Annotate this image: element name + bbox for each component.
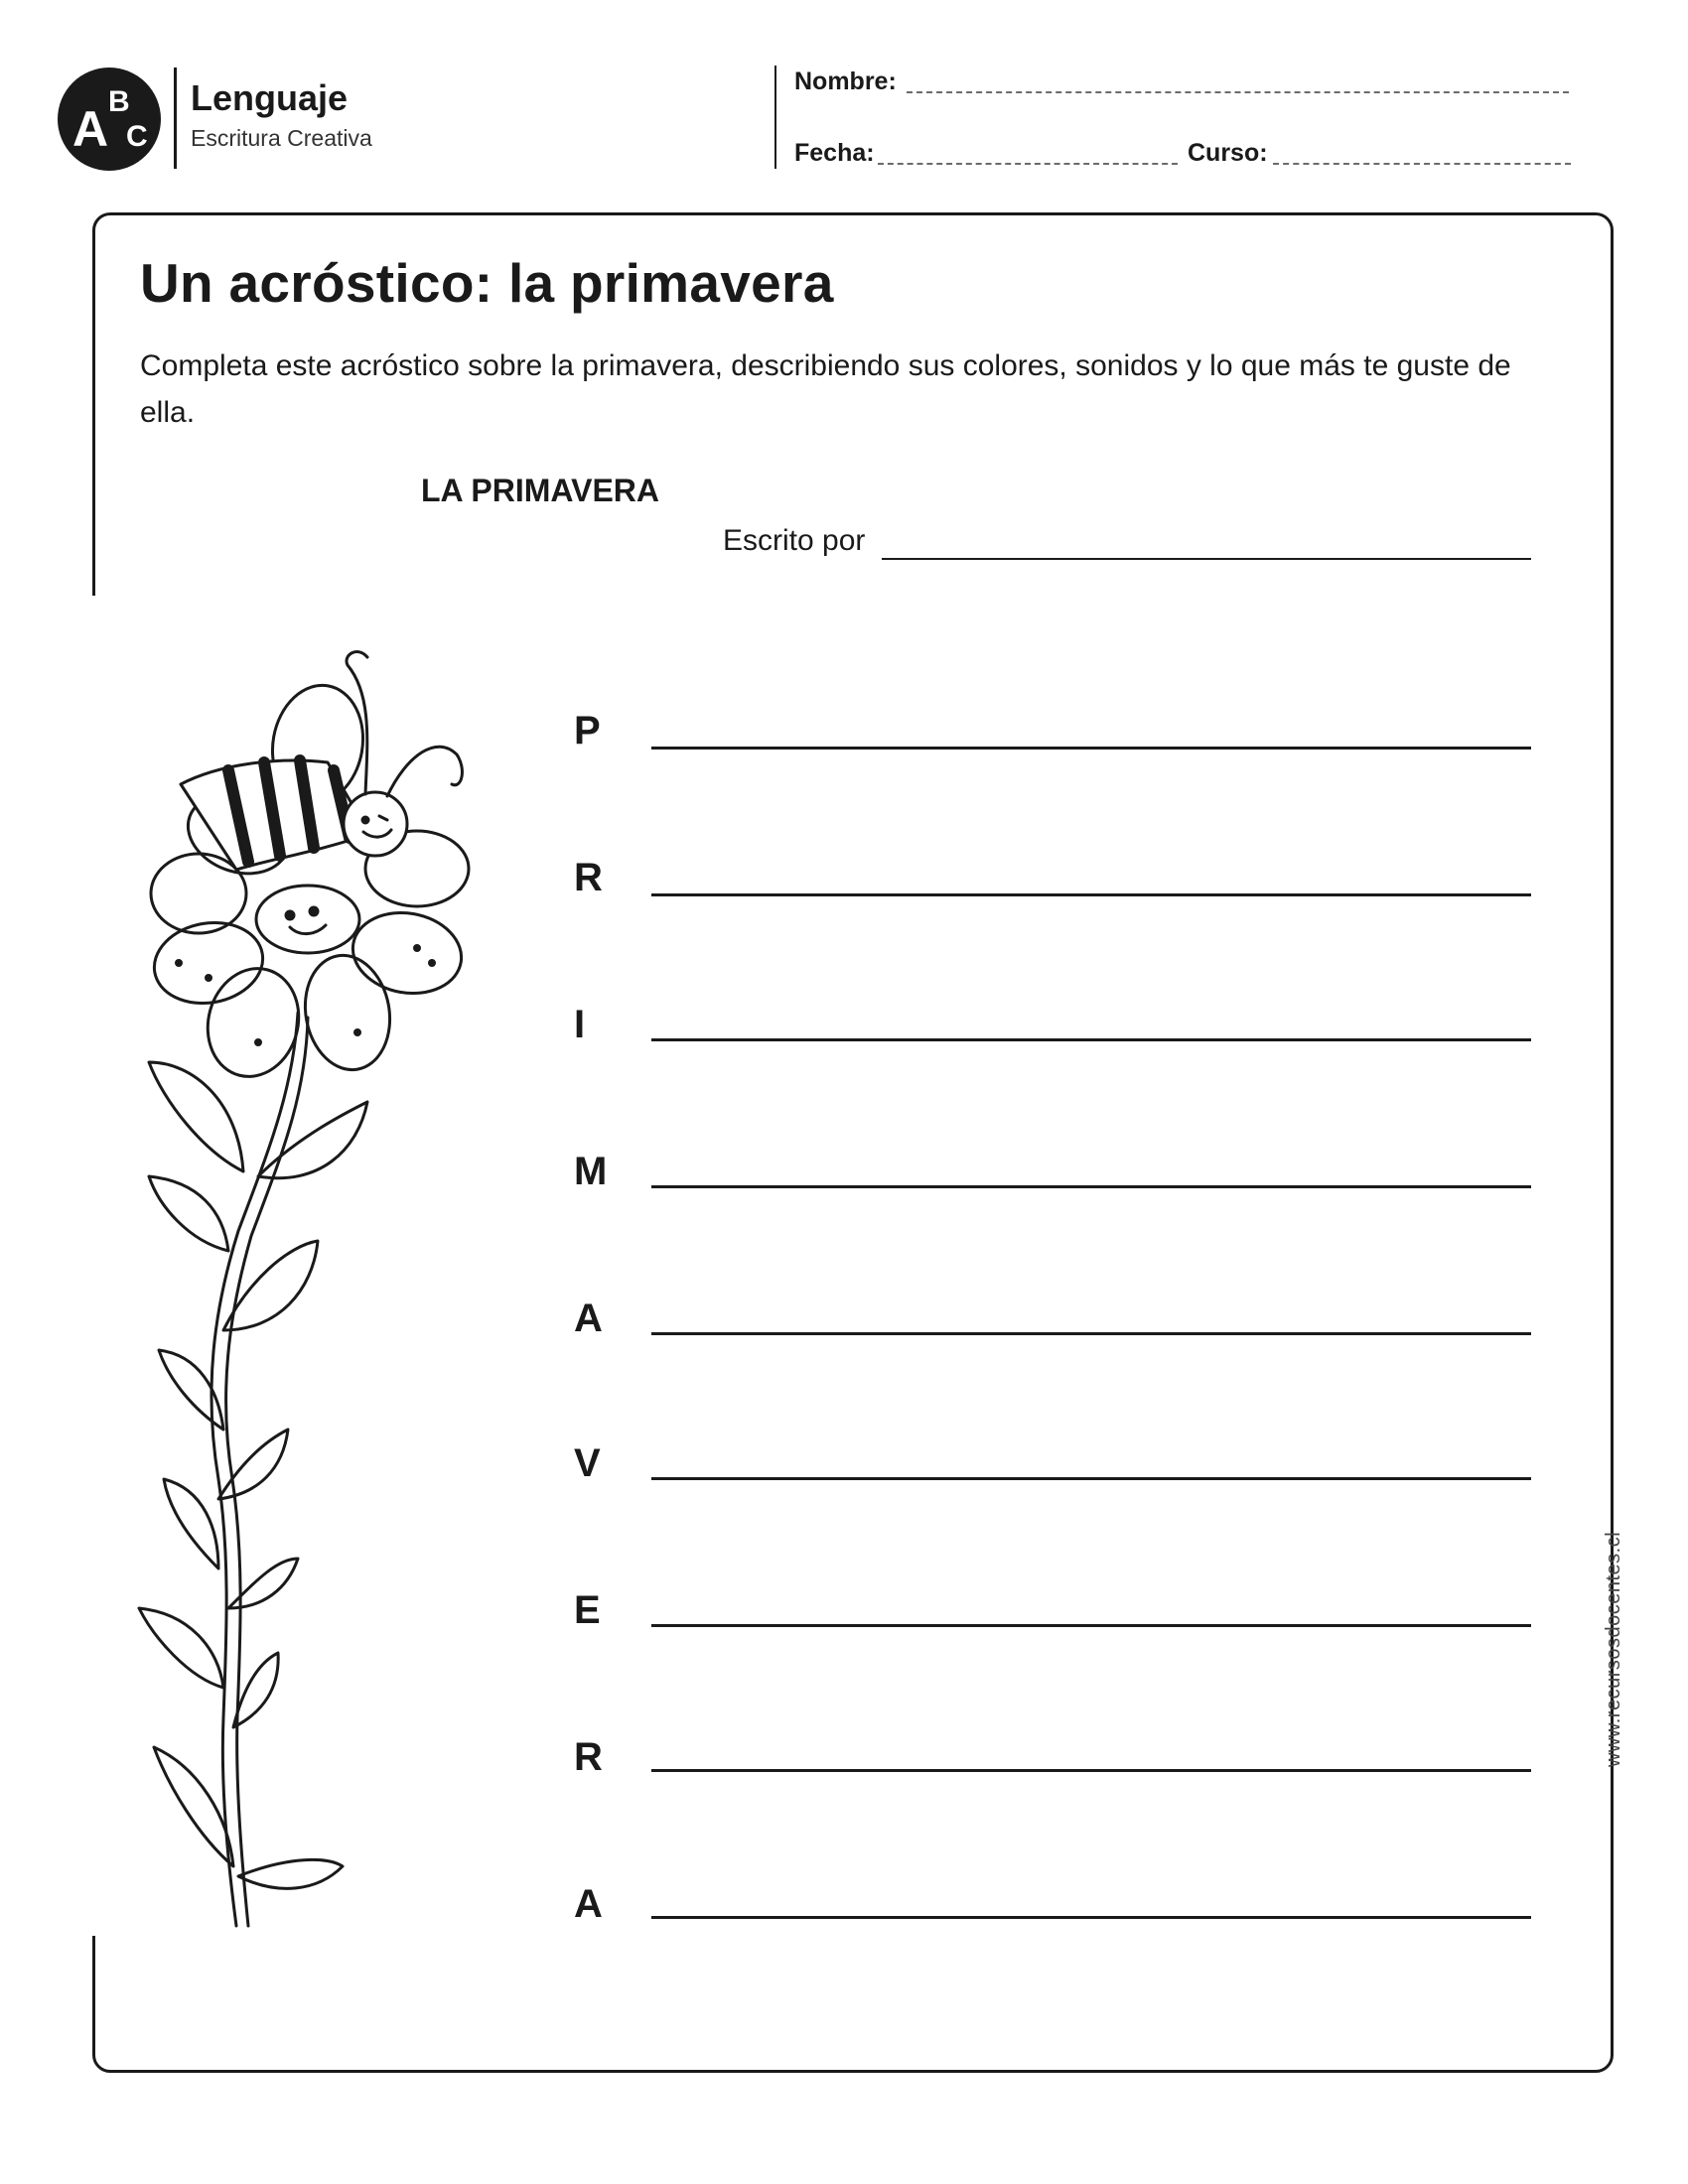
- course-label: Curso:: [1188, 139, 1268, 167]
- acrostic-letter: R: [574, 1735, 603, 1779]
- acrostic-letter: E: [574, 1588, 601, 1632]
- svg-text:A: A: [72, 101, 109, 157]
- acrostic-line[interactable]: [651, 893, 1531, 896]
- date-label: Fecha:: [794, 139, 875, 167]
- acrostic-line[interactable]: [651, 1038, 1531, 1041]
- acrostic-line[interactable]: [651, 1477, 1531, 1480]
- name-label: Nombre:: [794, 68, 897, 95]
- acrostic-letter: M: [574, 1150, 608, 1193]
- instructions-text: Completa este acróstico sobre la primavera, describiendo sus colores, sonidos y lo que más te guste de ella.: [140, 349, 1511, 429]
- acrostic-line[interactable]: [651, 1185, 1531, 1188]
- website-footer: www.recursosdocentes.cl: [1603, 1531, 1624, 1767]
- acrostic-line[interactable]: [651, 747, 1531, 750]
- acrostic-letter: R: [574, 856, 603, 899]
- poem-title: LA PRIMAVERA: [421, 473, 659, 508]
- course-field[interactable]: [1273, 163, 1571, 165]
- acrostic-line[interactable]: [651, 1916, 1531, 1919]
- subtopic-label: Escritura Creativa: [191, 125, 372, 151]
- panel-border-gap: [85, 596, 101, 1936]
- acrostic-letter: A: [574, 1297, 603, 1340]
- flower-bee-illustration: [119, 635, 596, 1966]
- fields-divider: [774, 66, 776, 169]
- acrostic-line[interactable]: [651, 1624, 1531, 1627]
- header-divider: [174, 68, 177, 169]
- svg-text:C: C: [126, 120, 148, 153]
- abc-logo-icon: [57, 67, 162, 172]
- acrostic-letter: V: [574, 1441, 601, 1485]
- subject-title: Lenguaje: [191, 77, 349, 118]
- acrostic-line[interactable]: [651, 1769, 1531, 1772]
- name-field[interactable]: [907, 91, 1569, 93]
- acrostic-letter: P: [574, 709, 601, 752]
- author-field[interactable]: [882, 558, 1531, 560]
- worksheet-title: Un acróstico: la primavera: [140, 252, 834, 314]
- acrostic-line[interactable]: [651, 1332, 1531, 1335]
- acrostic-letter: I: [574, 1003, 586, 1046]
- written-by-label: Escrito por: [723, 524, 866, 557]
- date-field[interactable]: [878, 163, 1178, 165]
- svg-text:B: B: [108, 85, 130, 118]
- acrostic-letter: A: [574, 1882, 603, 1926]
